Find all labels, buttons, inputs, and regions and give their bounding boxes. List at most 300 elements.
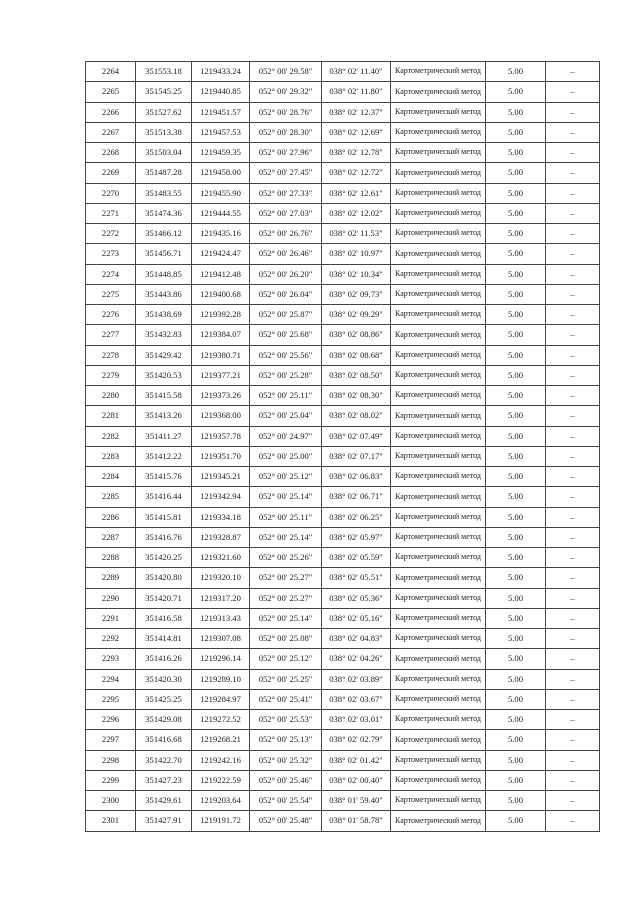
point-number-cell: 2274 [86, 264, 136, 284]
note-cell: – [546, 770, 600, 790]
longitude-cell: 038° 02' 03.67" [322, 689, 391, 709]
table-row [86, 62, 600, 82]
note-cell: – [546, 183, 600, 203]
x-coordinate-cell: 351483.55 [136, 183, 192, 203]
longitude-cell: 038° 02' 11.40" [322, 62, 391, 82]
x-coordinate-cell: 351474.36 [136, 203, 192, 223]
table-row [86, 203, 600, 223]
x-coordinate-cell: 351420.25 [136, 548, 192, 568]
note-cell: – [546, 122, 600, 142]
x-coordinate-cell: 351513.38 [136, 122, 192, 142]
x-coordinate-cell: 351448.85 [136, 264, 192, 284]
method-cell: Картометрический метод [391, 264, 486, 284]
longitude-cell: 038° 02' 02.79" [322, 730, 391, 750]
accuracy-cell: 5.00 [486, 305, 546, 325]
table-row [86, 102, 600, 122]
x-coordinate-cell: 351545.25 [136, 82, 192, 102]
latitude-cell: 052° 00' 25.14" [250, 608, 322, 628]
method-cell: Картометрический метод [391, 345, 486, 365]
accuracy-cell: 5.00 [486, 568, 546, 588]
x-coordinate-cell: 351429.42 [136, 345, 192, 365]
accuracy-cell: 5.00 [486, 244, 546, 264]
table-row [86, 305, 600, 325]
point-number-cell: 2265 [86, 82, 136, 102]
latitude-cell: 052° 00' 25.56" [250, 345, 322, 365]
table-row [86, 345, 600, 365]
accuracy-cell: 5.00 [486, 163, 546, 183]
longitude-cell: 038° 02' 08.02" [322, 406, 391, 426]
method-cell: Картометрический метод [391, 507, 486, 527]
method-cell: Картометрический метод [391, 568, 486, 588]
method-cell: Картометрический метод [391, 102, 486, 122]
y-coordinate-cell: 1219400.68 [192, 284, 250, 304]
latitude-cell: 052° 00' 24.97" [250, 426, 322, 446]
y-coordinate-cell: 1219377.21 [192, 365, 250, 385]
longitude-cell: 038° 02' 00.40" [322, 770, 391, 790]
table-row [86, 568, 600, 588]
method-cell: Картометрический метод [391, 730, 486, 750]
accuracy-cell: 5.00 [486, 386, 546, 406]
method-cell: Картометрический метод [391, 811, 486, 831]
longitude-cell: 038° 02' 05.59" [322, 548, 391, 568]
accuracy-cell: 5.00 [486, 689, 546, 709]
y-coordinate-cell: 1219284.97 [192, 689, 250, 709]
table-row [86, 608, 600, 628]
note-cell: – [546, 548, 600, 568]
note-cell: – [546, 224, 600, 244]
y-coordinate-cell: 1219242.16 [192, 750, 250, 770]
method-cell: Картометрический метод [391, 487, 486, 507]
note-cell: – [546, 608, 600, 628]
accuracy-cell: 5.00 [486, 365, 546, 385]
table-row [86, 467, 600, 487]
y-coordinate-cell: 1219384.07 [192, 325, 250, 345]
longitude-cell: 038° 02' 01.42" [322, 750, 391, 770]
longitude-cell: 038° 02' 08.50" [322, 365, 391, 385]
note-cell: – [546, 507, 600, 527]
x-coordinate-cell: 351414.81 [136, 629, 192, 649]
y-coordinate-cell: 1219380.71 [192, 345, 250, 365]
method-cell: Картометрический метод [391, 649, 486, 669]
point-number-cell: 2268 [86, 143, 136, 163]
y-coordinate-cell: 1219357.78 [192, 426, 250, 446]
longitude-cell: 038° 02' 08.30" [322, 386, 391, 406]
y-coordinate-cell: 1219320.10 [192, 568, 250, 588]
y-coordinate-cell: 1219368.00 [192, 406, 250, 426]
point-number-cell: 2275 [86, 284, 136, 304]
latitude-cell: 052° 00' 25.87" [250, 305, 322, 325]
latitude-cell: 052° 00' 28.30" [250, 122, 322, 142]
method-cell: Картометрический метод [391, 426, 486, 446]
latitude-cell: 052° 00' 25.25" [250, 669, 322, 689]
y-coordinate-cell: 1219334.18 [192, 507, 250, 527]
x-coordinate-cell: 351429.08 [136, 710, 192, 730]
table-row [86, 507, 600, 527]
x-coordinate-cell: 351415.58 [136, 386, 192, 406]
method-cell: Картометрический метод [391, 305, 486, 325]
note-cell: – [546, 669, 600, 689]
point-number-cell: 2294 [86, 669, 136, 689]
x-coordinate-cell: 351429.61 [136, 791, 192, 811]
latitude-cell: 052° 00' 26.04" [250, 284, 322, 304]
accuracy-cell: 5.00 [486, 406, 546, 426]
x-coordinate-cell: 351503.04 [136, 143, 192, 163]
x-coordinate-cell: 351420.71 [136, 588, 192, 608]
longitude-cell: 038° 02' 12.69" [322, 122, 391, 142]
point-number-cell: 2279 [86, 365, 136, 385]
table-row [86, 183, 600, 203]
table-row [86, 669, 600, 689]
table-row [86, 244, 600, 264]
point-number-cell: 2295 [86, 689, 136, 709]
longitude-cell: 038° 02' 05.36" [322, 588, 391, 608]
accuracy-cell: 5.00 [486, 548, 546, 568]
point-number-cell: 2293 [86, 649, 136, 669]
latitude-cell: 052° 00' 25.08" [250, 629, 322, 649]
y-coordinate-cell: 1219313.43 [192, 608, 250, 628]
y-coordinate-cell: 1219191.72 [192, 811, 250, 831]
method-cell: Картометрический метод [391, 365, 486, 385]
x-coordinate-cell: 351412.22 [136, 446, 192, 466]
point-number-cell: 2288 [86, 548, 136, 568]
latitude-cell: 052° 00' 25.27" [250, 588, 322, 608]
accuracy-cell: 5.00 [486, 224, 546, 244]
accuracy-cell: 5.00 [486, 82, 546, 102]
longitude-cell: 038° 02' 10.34" [322, 264, 391, 284]
latitude-cell: 052° 00' 28.76" [250, 102, 322, 122]
x-coordinate-cell: 351527.62 [136, 102, 192, 122]
x-coordinate-cell: 351413.26 [136, 406, 192, 426]
latitude-cell: 052° 00' 29.58" [250, 62, 322, 82]
latitude-cell: 052° 00' 25.13" [250, 730, 322, 750]
longitude-cell: 038° 02' 05.97" [322, 527, 391, 547]
note-cell: – [546, 163, 600, 183]
method-cell: Картометрический метод [391, 770, 486, 790]
accuracy-cell: 5.00 [486, 527, 546, 547]
x-coordinate-cell: 351422.70 [136, 750, 192, 770]
y-coordinate-cell: 1219392.28 [192, 305, 250, 325]
method-cell: Картометрический метод [391, 467, 486, 487]
table-row [86, 284, 600, 304]
longitude-cell: 038° 02' 07.49" [322, 426, 391, 446]
point-number-cell: 2267 [86, 122, 136, 142]
x-coordinate-cell: 351443.86 [136, 284, 192, 304]
point-number-cell: 2286 [86, 507, 136, 527]
point-number-cell: 2284 [86, 467, 136, 487]
latitude-cell: 052° 00' 25.14" [250, 487, 322, 507]
method-cell: Картометрический метод [391, 244, 486, 264]
latitude-cell: 052° 00' 26.46" [250, 244, 322, 264]
note-cell: – [546, 629, 600, 649]
accuracy-cell: 5.00 [486, 102, 546, 122]
method-cell: Картометрический метод [391, 527, 486, 547]
y-coordinate-cell: 1219440.85 [192, 82, 250, 102]
note-cell: – [546, 487, 600, 507]
table-row [86, 406, 600, 426]
point-number-cell: 2291 [86, 608, 136, 628]
longitude-cell: 038° 02' 10.97" [322, 244, 391, 264]
table-row [86, 426, 600, 446]
x-coordinate-cell: 351416.26 [136, 649, 192, 669]
method-cell: Картометрический метод [391, 629, 486, 649]
point-number-cell: 2289 [86, 568, 136, 588]
latitude-cell: 052° 00' 25.46" [250, 770, 322, 790]
method-cell: Картометрический метод [391, 669, 486, 689]
table-row [86, 122, 600, 142]
note-cell: – [546, 811, 600, 831]
coordinates-table [85, 61, 600, 832]
longitude-cell: 038° 02' 06.25" [322, 507, 391, 527]
y-coordinate-cell: 1219457.53 [192, 122, 250, 142]
accuracy-cell: 5.00 [486, 791, 546, 811]
y-coordinate-cell: 1219433.24 [192, 62, 250, 82]
note-cell: – [546, 264, 600, 284]
accuracy-cell: 5.00 [486, 446, 546, 466]
longitude-cell: 038° 02' 06.71" [322, 487, 391, 507]
latitude-cell: 052° 00' 26.76" [250, 224, 322, 244]
y-coordinate-cell: 1219268.21 [192, 730, 250, 750]
y-coordinate-cell: 1219451.57 [192, 102, 250, 122]
accuracy-cell: 5.00 [486, 608, 546, 628]
accuracy-cell: 5.00 [486, 507, 546, 527]
y-coordinate-cell: 1219444.55 [192, 203, 250, 223]
accuracy-cell: 5.00 [486, 710, 546, 730]
point-number-cell: 2282 [86, 426, 136, 446]
x-coordinate-cell: 351416.44 [136, 487, 192, 507]
longitude-cell: 038° 02' 05.16" [322, 608, 391, 628]
method-cell: Картометрический метод [391, 386, 486, 406]
latitude-cell: 052° 00' 25.00" [250, 446, 322, 466]
accuracy-cell: 5.00 [486, 426, 546, 446]
table-row [86, 689, 600, 709]
point-number-cell: 2270 [86, 183, 136, 203]
x-coordinate-cell: 351487.28 [136, 163, 192, 183]
note-cell: – [546, 446, 600, 466]
note-cell: – [546, 102, 600, 122]
accuracy-cell: 5.00 [486, 284, 546, 304]
y-coordinate-cell: 1219458.00 [192, 163, 250, 183]
coordinates-sheet [85, 61, 600, 832]
point-number-cell: 2283 [86, 446, 136, 466]
y-coordinate-cell: 1219342.94 [192, 487, 250, 507]
latitude-cell: 052° 00' 25.41" [250, 689, 322, 709]
table-row [86, 629, 600, 649]
method-cell: Картометрический метод [391, 548, 486, 568]
longitude-cell: 038° 02' 09.29" [322, 305, 391, 325]
y-coordinate-cell: 1219328.87 [192, 527, 250, 547]
longitude-cell: 038° 02' 03.01" [322, 710, 391, 730]
note-cell: – [546, 527, 600, 547]
x-coordinate-cell: 351415.76 [136, 467, 192, 487]
longitude-cell: 038° 02' 05.51" [322, 568, 391, 588]
longitude-cell: 038° 02' 11.80" [322, 82, 391, 102]
note-cell: – [546, 406, 600, 426]
table-row [86, 649, 600, 669]
accuracy-cell: 5.00 [486, 750, 546, 770]
note-cell: – [546, 710, 600, 730]
accuracy-cell: 5.00 [486, 62, 546, 82]
method-cell: Картометрический метод [391, 122, 486, 142]
method-cell: Картометрический метод [391, 62, 486, 82]
table-row [86, 710, 600, 730]
x-coordinate-cell: 351411.27 [136, 426, 192, 446]
point-number-cell: 2280 [86, 386, 136, 406]
table-row [86, 791, 600, 811]
method-cell: Картометрический метод [391, 750, 486, 770]
latitude-cell: 052° 00' 27.96" [250, 143, 322, 163]
point-number-cell: 2285 [86, 487, 136, 507]
accuracy-cell: 5.00 [486, 467, 546, 487]
note-cell: – [546, 203, 600, 223]
latitude-cell: 052° 00' 27.45" [250, 163, 322, 183]
method-cell: Картометрический метод [391, 163, 486, 183]
method-cell: Картометрический метод [391, 689, 486, 709]
y-coordinate-cell: 1219321.60 [192, 548, 250, 568]
point-number-cell: 2273 [86, 244, 136, 264]
point-number-cell: 2287 [86, 527, 136, 547]
x-coordinate-cell: 351420.30 [136, 669, 192, 689]
accuracy-cell: 5.00 [486, 649, 546, 669]
latitude-cell: 052° 00' 25.54" [250, 791, 322, 811]
table-row [86, 487, 600, 507]
table-row [86, 143, 600, 163]
accuracy-cell: 5.00 [486, 770, 546, 790]
note-cell: – [546, 750, 600, 770]
longitude-cell: 038° 02' 04.83" [322, 629, 391, 649]
x-coordinate-cell: 351416.58 [136, 608, 192, 628]
table-row [86, 750, 600, 770]
latitude-cell: 052° 00' 25.48" [250, 811, 322, 831]
point-number-cell: 2299 [86, 770, 136, 790]
method-cell: Картометрический метод [391, 406, 486, 426]
method-cell: Картометрический метод [391, 224, 486, 244]
x-coordinate-cell: 351427.23 [136, 770, 192, 790]
x-coordinate-cell: 351432.83 [136, 325, 192, 345]
x-coordinate-cell: 351416.68 [136, 730, 192, 750]
note-cell: – [546, 730, 600, 750]
y-coordinate-cell: 1219459.35 [192, 143, 250, 163]
y-coordinate-cell: 1219272.52 [192, 710, 250, 730]
note-cell: – [546, 426, 600, 446]
point-number-cell: 2269 [86, 163, 136, 183]
point-number-cell: 2297 [86, 730, 136, 750]
method-cell: Картометрический метод [391, 446, 486, 466]
note-cell: – [546, 568, 600, 588]
accuracy-cell: 5.00 [486, 264, 546, 284]
latitude-cell: 052° 00' 25.14" [250, 527, 322, 547]
accuracy-cell: 5.00 [486, 183, 546, 203]
point-number-cell: 2298 [86, 750, 136, 770]
note-cell: – [546, 82, 600, 102]
latitude-cell: 052° 00' 25.04" [250, 406, 322, 426]
table-row [86, 548, 600, 568]
accuracy-cell: 5.00 [486, 629, 546, 649]
table-row [86, 770, 600, 790]
point-number-cell: 2281 [86, 406, 136, 426]
table-row [86, 386, 600, 406]
y-coordinate-cell: 1219455.90 [192, 183, 250, 203]
latitude-cell: 052° 00' 25.32" [250, 750, 322, 770]
latitude-cell: 052° 00' 25.11" [250, 386, 322, 406]
method-cell: Картометрический метод [391, 791, 486, 811]
y-coordinate-cell: 1219351.70 [192, 446, 250, 466]
note-cell: – [546, 791, 600, 811]
latitude-cell: 052° 00' 25.27" [250, 568, 322, 588]
latitude-cell: 052° 00' 25.26" [250, 548, 322, 568]
x-coordinate-cell: 351425.25 [136, 689, 192, 709]
table-row [86, 811, 600, 831]
point-number-cell: 2290 [86, 588, 136, 608]
longitude-cell: 038° 02' 12.02" [322, 203, 391, 223]
accuracy-cell: 5.00 [486, 203, 546, 223]
latitude-cell: 052° 00' 25.53" [250, 710, 322, 730]
latitude-cell: 052° 00' 27.33" [250, 183, 322, 203]
note-cell: – [546, 325, 600, 345]
longitude-cell: 038° 02' 04.26" [322, 649, 391, 669]
latitude-cell: 052° 00' 25.11" [250, 507, 322, 527]
note-cell: – [546, 62, 600, 82]
point-number-cell: 2296 [86, 710, 136, 730]
table-row [86, 224, 600, 244]
note-cell: – [546, 649, 600, 669]
note-cell: – [546, 284, 600, 304]
note-cell: – [546, 588, 600, 608]
longitude-cell: 038° 02' 03.89" [322, 669, 391, 689]
longitude-cell: 038° 02' 12.72" [322, 163, 391, 183]
point-number-cell: 2271 [86, 203, 136, 223]
x-coordinate-cell: 351456.71 [136, 244, 192, 264]
method-cell: Картометрический метод [391, 588, 486, 608]
method-cell: Картометрический метод [391, 203, 486, 223]
note-cell: – [546, 305, 600, 325]
x-coordinate-cell: 351466.12 [136, 224, 192, 244]
x-coordinate-cell: 351420.53 [136, 365, 192, 385]
longitude-cell: 038° 02' 12.61" [322, 183, 391, 203]
x-coordinate-cell: 351416.76 [136, 527, 192, 547]
note-cell: – [546, 467, 600, 487]
longitude-cell: 038° 02' 09.73" [322, 284, 391, 304]
point-number-cell: 2272 [86, 224, 136, 244]
x-coordinate-cell: 351420.80 [136, 568, 192, 588]
accuracy-cell: 5.00 [486, 730, 546, 750]
longitude-cell: 038° 02' 06.83" [322, 467, 391, 487]
y-coordinate-cell: 1219296.14 [192, 649, 250, 669]
method-cell: Картометрический метод [391, 183, 486, 203]
accuracy-cell: 5.00 [486, 487, 546, 507]
y-coordinate-cell: 1219435.16 [192, 224, 250, 244]
point-number-cell: 2300 [86, 791, 136, 811]
latitude-cell: 052° 00' 25.12" [250, 649, 322, 669]
accuracy-cell: 5.00 [486, 669, 546, 689]
method-cell: Картометрический метод [391, 143, 486, 163]
point-number-cell: 2277 [86, 325, 136, 345]
y-coordinate-cell: 1219317.20 [192, 588, 250, 608]
longitude-cell: 038° 02' 12.37" [322, 102, 391, 122]
accuracy-cell: 5.00 [486, 811, 546, 831]
latitude-cell: 052° 00' 29.32" [250, 82, 322, 102]
x-coordinate-cell: 351438.69 [136, 305, 192, 325]
point-number-cell: 2264 [86, 62, 136, 82]
y-coordinate-cell: 1219203.64 [192, 791, 250, 811]
latitude-cell: 052° 00' 25.28" [250, 365, 322, 385]
table-row [86, 264, 600, 284]
x-coordinate-cell: 351427.91 [136, 811, 192, 831]
longitude-cell: 038° 02' 11.53" [322, 224, 391, 244]
table-row [86, 446, 600, 466]
method-cell: Картометрический метод [391, 608, 486, 628]
table-row [86, 82, 600, 102]
method-cell: Картометрический метод [391, 284, 486, 304]
